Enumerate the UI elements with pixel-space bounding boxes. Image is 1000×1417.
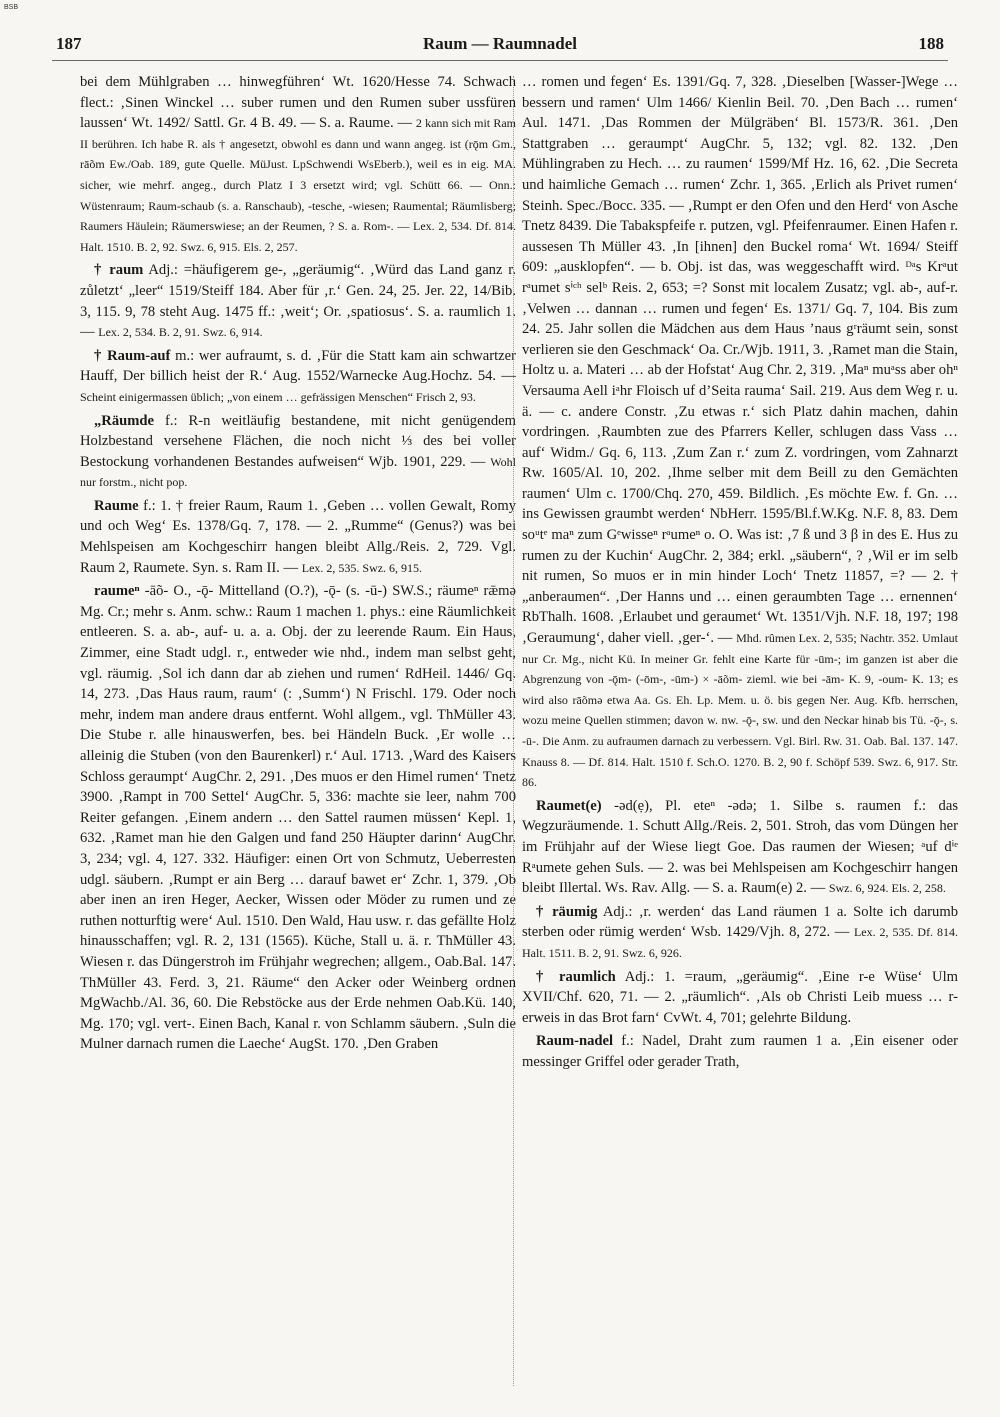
entry-raeumde: „Räumde f.: R-n weitläufig bestandene, mit nicht genügendem Holzbestand versehene Flächen, die noch nicht ⅓ des bei voller Bestockung vorhandenen Bestandes aufweisen“ Wjb. 1901, 229. — Wohl nur forstm., nicht pop. [80, 412, 516, 490]
entry-raumen: raumeⁿ -āõ- O., -ǭ- Mittelland (O.?), -ǭ- (s. -ū-) SW.S.; räumeⁿ rǣmə Mg. Cr.; mehr s. Anm. schw.: Raum 1 machen 1. phys.: eine Räumlichkeit entleeren. S. a. ab-, auf- u. a. a. Obj. der zu leerende Raum. Ein Haus, Zimmer, eine Stadt udgl. r., entweder wie nhd., indem man selbst geht, vgl. räumig. ‚Sol ich dann dar ab ziehen und rumen‘ RdHeil. 1446/ Gq. 14, 273. ‚Das Haus raum, raum‘ (: ‚Summ‘) N Frischl. 179. Oder noch mehr, indem man andere draus entfernt. Wohl allgem., vgl. ThMüller 43. Die Stube r. alle hinauswerfen, bes. bei Händeln Buck. ‚Er wolle … alleinig die Stuben (von den Baurenkerl) r.‘ Aul. 1713. ‚Ward des Kaisers Schloss geraumpt‘ AugChr. 2, 291. ‚Des muos er den Himel rumen‘ Tnetz 3900. ‚Rampt in 700 Settel‘ AugChr. 5, 336: machte sie leer, nahm 700 Reiter gefangen. ‚Einem andern … den Sattel raumen müssen‘ Kepl. 1, 632. ‚Ramet man hie den Galgen und fand 250 Häupter darinn‘ AugChr. 3, 234; vgl. 4, 127. 332. Häufiger: einen Ort von Schmutz, Ueberresten udgl. säubern. ‚Rumpt er ain Berg … darauf bawet er‘ Zchr. 1, 379. ‚Ob aber inen an iren Heger, Aecker, Wissen oder Möder zu rumen und ze ruthen notturftig were‘ Aul. 1510. Den Wald, Hau usw. r. das gefällte Holz hinausschaffen; vgl. R. 2, 131 (1565). Küche, Stall u. ä. r. ThMüller 43. Wiesen r. das Düngerstroh im Frühjahr wegrechen; allgem., Oab.Bal. 147. ThMüller 43. Ferd. 3, 21. Räume“ den Acker oder Weinberg ordnen MgWachb./Al. 36, 60. Die Rebstöcke aus der Erde nehmen Oab.Kü. 140, Mg. 170; vgl. vert-. Einen Bach, Kanal r. von Schlamm säubern. ‚Suln die Mulner darnach rumen die Laeche‘ AugSt. 170. ‚Den Graben [80, 583, 516, 1053]
entry-raumen-continuation: … romen und fegen‘ Es. 1391/Gq. 7, 328. ‚Dieselben [Wasser-]Wege … bessern und ramen‘ Ulm 1466/ Kienlin Beil. 70. ‚Den Bach … rumen‘ Aul. 1471. ‚Das Rommen der Mülgräben‘ Bl. 1573/R. 361. ‚Den Stattgraben … geraumpt‘ AugChr. 5, 132; vgl. 82. 132. ‚Den Mühlingraben zu Hech. … zu raumen‘ 1599/Mf Hz. 16, 62. ‚Die Secreta und haimliche Gemach … rumen‘ Zchr. 1, 365. ‚Erlich als Privet rumen‘ Steinh. Spec./Bocc. 335. — ‚Rumpt er den Ofen und den Herd‘ von Asche Tnetz 8439. Die Tabakspfeife r. putzen, vgl. Pfeifenraumer. Einen Hafen r. aussesen Th Müller 43. ‚In [ihnen] den Buckel roma‘ Wt. 1694/ Steiff 609: „ausklopfen“. — b. Obj. ist das, was weggeschafft wird. ᴰᵃs Krᵃut rᵃumet sⁱᶜʰ selᵇ Reis. 2, 653; =? Sonst mit localem Zusatz; vgl. ab-, auf-r. ‚Velwen … dannan … rumen und fegen‘ Es. 1371/ Gq. 7, 104. Bis zum 24. 25. Jahr sollen die Mädchen aus dem Haus ’naus gʳräumt sein, sonst verlieren sie den Geschmack‘ Oa. Cr./Wjb. 1911, 3. ‚Ramet man die Stain, Holtz u. a. Materi … ab der Hofstat‘ Aug Chr. 2, 319. ‚Maⁿ muᵃss aber ohⁿ Versauma Aell iᵃhr Floisch uf d’Seita rauma‘ Sail. 219. Aus dem Weg r. u. ä. — c. andere Constr. ‚Zu etwas r.‘ sich Platz dahin machen, dahin vordringen. ‚Raumbten zue des Pfarrers Keller, schlugen dass Vass … auf‘ Widm./ Gq. 6, 113. ‚Zum Zan r.‘ zum Z. vordringen, vom Zahnarzt Rw. 1605/Al. 10, 202. ‚Ihme selber mit dem Beill zu den Gemächten raumen‘ Ulm c. 1700/Chq. 270, 459. Bildlich. ‚Es möchte Ew. f. Gn. … ins Gewissen graumbt werden‘ NbHerr. 1595/Bl.f.W.Kg. N.F. 8, 83. Dem soᵘtᵉ maⁿ zum Gᵉwisseⁿ rᵃumeⁿ o. O. Was ist: ‚7 ß und 3 β in des E. Hus zu rumen zu der Kuchin‘ AugChr. 2, 384; erkl. „säubern“, ? ‚Wil er im selb nit rumen, So muos er in min hinder Loch‘ Tnetz 11857, =? — 2. † „anberaumen“. ‚Der Hanns und … einen geraumbten Tage … ernennen‘ RbThalh. 1608. ‚Erlaubet und geraumet‘ Wt. 1351/Vjh. N.F. 18, 197; 198 ‚Geraumung‘, daher viell. ‚ger-‘. — Mhd. rûmen Lex. 2, 535; Nachtr. 352. Umlaut nur Cr. Mg., nicht Kü. In meiner Gr. fehlt eine Karte für -ūm-; im ganzen ist aber die Abgrenzung von -ǭm- (-ōm-, -ūm-) × -āõm- zieml. wie bei -ām- K. 9, -oum- K. 13; es wird also rāõmə etwa Aa. Gs. Eh. Lp. Mem. u. ö. bis gegen Ner. Aug. Kfb. herrschen, wozu meine Quellen stimmen; davon w. nw. -ǭ-, sw. und den Neckar hinab bis Tü. -ǭ-, s. -ū-. Die Anm. zu aufraumen darnach zu verbessern. Vgl. Birl. Rw. 31. Oab. Bal. 137. 147. Knauss 8. — Df. 814. Halt. 1510 f. Sch.O. 1270. B. 2, 90 f. Schöpf 539. Swz. 6, 917. Str. 86. [522, 74, 958, 790]
entry-raume: Raume f.: 1. † freier Raum, Raum 1. ‚Geben … vollen Gewalt, Romy und och Weg‘ Es. 1378/Gq. 7, 178. — 2. „Rumme“ (Genus?) was bei Mehlspeisen am Kochgeschirr hangen bleibt Allg./Reis. 2, 729. Vgl. Raum 2, Raumete. Syn. s. Ram II. — Lex. 2, 535. Swz. 6, 915. [80, 497, 516, 576]
right-column [522, 72, 958, 1390]
entry-raumlich: † raumlich Adj.: 1. =raum, „geräumig“. ‚Eine r-e Wüse‘ Ulm XVII/Chf. 620, 71. — 2. „räumlich“. ‚Als ob Christi Leib muess … r-erweis in das Brot farn‘ CvWt. 4, 701; gelehrte Bildung. [522, 968, 958, 1026]
entry-raum-adj: † raum Adj.: =häufigerem ge-, „geräumig“. ‚Würd das Land ganz r. zůletzt‘ „leer“ 1519/Steiff 184. Aber für ‚r.‘ Gen. 24, 25. Jer. 22, 14/Bib. 3, 115. 9, 78 steht Aug. 1475 ff.: ‚weit‘; Or. ‚spatiosus‘. S. a. raumlich 1. — Lex. 2, 534. B. 2, 91. Swz. 6, 914. [80, 262, 516, 341]
library-stamp: BSB [4, 4, 19, 11]
entry-raum-continuation: bei dem Mühlgraben … hinwegführen‘ Wt. 1620/Hesse 74. Schwach flect.: ‚Sinen Winckel … suber rumen und den Rumen suber ussfüren laussen‘ Wt. 1492/ Sattl. Gr. 4 B. 49. — S. a. Raume. — 2 kann sich mit Ram II berühren. Ich habe R. als † angesetzt, obwohl es dann und wann angeg. ist (rǭm Gm., rāõm Ew./Oab. 189, gute Quelle. MüJust. LpSchwendi WsEberb.), weil es in eig. MA. sicher, wie mehrf. angeg., durch Platz I 3 ersetzt wird; vgl. Schütt 66. — Onn.: Wüstenraum; Raum-schaub (s. a. Ranschaub), -tesche, -wiesen; Raumental; Räumlisberg; Raumers Häulein; Räumerswiese; an der Reumen, ? S. a. Rom-. — Lex. 2, 534. Df. 814. Halt. 1510. B. 2, 92. Swz. 6, 915. Els. 2, 257. [80, 74, 516, 254]
page-number-left: 187 [56, 34, 82, 53]
left-column [80, 72, 516, 1390]
entry-raeumig: † räumig Adj.: ‚r. werden‘ das Land räumen 1 a. Solte ich darumb sterben oder rümig werden‘ Wsb. 1429/Vjh. 8, 272. — Lex. 2, 535. Df. 814. Halt. 1511. B. 2, 91. Swz. 6, 926. [522, 903, 958, 960]
running-title: Raum — Raumnadel [423, 34, 577, 53]
entry-raum-nadel: Raum-nadel f.: Nadel, Draht zum raumen 1 a. ‚Ein eisener oder messinger Griffel oder gerader Trath, [522, 1033, 958, 1070]
page-header [52, 30, 948, 61]
page-number-right: 188 [918, 34, 944, 53]
column-divider [513, 76, 514, 1386]
entry-raumete: Raumet(e) -əd(ẹ), Pl. eteⁿ -ədə; 1. Silbe s. raumen f.: das Wegzuräumende. 1. Schutt Allg./Reis. 2, 501. Stroh, das vom Düngen her im Frühjahr auf der Wiese liegt Goe. Das raumen der Wiesen; ᵃuf dⁱᵉ Rᵃumete gehen Suls. — 2. was bei Mehlspeisen am Kochgeschirr hangen bleibt Illertal. Ws. Rav. Allg. — S. a. Raum(e) 2. — Swz. 6, 924. Els. 2, 258. [522, 797, 958, 897]
entry-raum-auf: † Raum-auf m.: wer aufraumt, s. d. ‚Für die Statt kam ain schwartzer Hauff, Der billich heist der R.‘ Aug. 1552/Warnecke Aug.Hochz. 54. — Scheint einigermassen üblich; „von einem … gefrässigen Menschen“ Frisch 2, 93. [80, 347, 516, 404]
